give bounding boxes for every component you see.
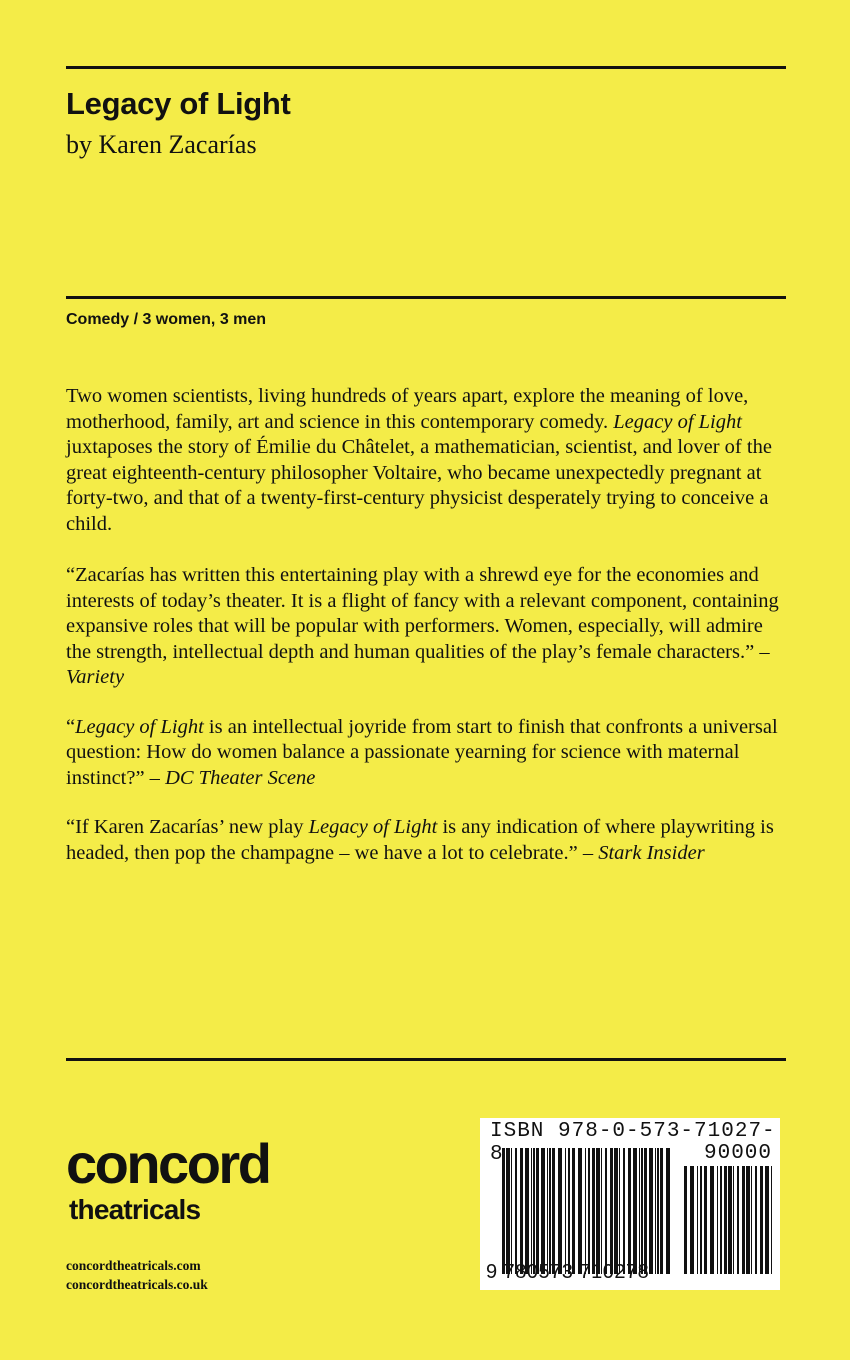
review-3-title-ref: Legacy of Light xyxy=(308,816,438,838)
barcode-bar xyxy=(728,1166,732,1274)
review-1 xyxy=(66,563,788,691)
review-1-source: Variety xyxy=(66,666,125,688)
barcode-bar xyxy=(578,1148,582,1274)
barcode-bar xyxy=(710,1166,714,1274)
barcode-bar xyxy=(644,1148,647,1274)
barcode-bar xyxy=(649,1148,653,1274)
barcode-bar xyxy=(690,1166,694,1274)
barcode-bar xyxy=(628,1148,631,1274)
barcode-bar xyxy=(531,1148,532,1274)
price-code: 90000 xyxy=(703,1142,772,1165)
barcode-bar xyxy=(558,1148,562,1274)
barcode-bar xyxy=(552,1148,555,1274)
barcode-bar xyxy=(565,1148,566,1274)
barcode-bar xyxy=(717,1166,718,1274)
barcode-bar xyxy=(533,1148,535,1274)
barcode-bar xyxy=(660,1148,663,1274)
barcode-bar xyxy=(755,1166,757,1274)
barcode-bar xyxy=(760,1166,763,1274)
review-2-source: DC Theater Scene xyxy=(165,766,316,789)
synopsis-block xyxy=(66,384,788,892)
barcode-bar xyxy=(525,1148,529,1274)
barcode-bar xyxy=(568,1148,570,1274)
barcode-bar xyxy=(502,1148,505,1274)
synopsis-sentence-2: juxtaposes the story of Émilie du Châtelet, a mathematician, scientist, and lover of the great eighteenth-century philosopher Voltaire, who became unexpectedly pregnant at forty-two, and that of a twenty-first-century physicist desperately trying to conceive a child. xyxy=(66,436,772,535)
barcode-bar xyxy=(733,1166,734,1274)
barcode-bar xyxy=(623,1148,625,1274)
barcode-bar xyxy=(601,1148,602,1274)
synopsis-title-ref: Legacy of Light xyxy=(613,410,742,433)
barcode-bar xyxy=(541,1148,545,1274)
book-title: Legacy of Light xyxy=(66,86,291,121)
barcode-bar xyxy=(684,1166,687,1274)
barcode-bar xyxy=(655,1148,656,1274)
publisher-url-us: concordtheatricals.com xyxy=(66,1258,201,1273)
logo-wordmark-sub: theatricals xyxy=(69,1194,201,1225)
review-2-open: “ xyxy=(66,715,76,738)
barcode-bar xyxy=(592,1148,595,1274)
logo-wordmark-main: concord xyxy=(66,1132,270,1195)
bottom-rule xyxy=(66,1058,786,1061)
barcode-bar xyxy=(641,1148,643,1274)
author-line: by Karen Zacarías xyxy=(66,130,257,159)
isbn-label: ISBN 978-0-573-71027-8 xyxy=(490,1120,776,1166)
barcode-bar xyxy=(666,1148,670,1274)
barcode-bar xyxy=(720,1166,722,1274)
barcode-bar xyxy=(520,1148,523,1274)
barcode-bar xyxy=(610,1148,613,1274)
ean-digits: 9 780573 710278 xyxy=(486,1261,650,1283)
barcode-bar xyxy=(536,1148,539,1274)
barcode-bar xyxy=(700,1166,702,1274)
barcode-bar xyxy=(751,1166,752,1274)
barcode-bar xyxy=(633,1148,637,1274)
review-1-text: “Zacarías has written this entertaining play with a shrewd eye for the economies and interests of today’s theater. It is a flight of fancy with a relevant component, containing expansive roles that will be popular with performers. Women, especially, will admire the strength, intellectual depth and human qualities of the play’s female characters.” – xyxy=(66,564,779,663)
review-2-text: is an intellectual joyride from start to finish that confronts a universal question: How do women balance a passionate yearning for science with maternal instinct?” – xyxy=(66,715,778,789)
barcode-bar xyxy=(547,1148,548,1274)
genre-cast: Comedy / 3 women, 3 men xyxy=(66,311,267,328)
publisher-logo xyxy=(66,1132,270,1225)
barcode-bar xyxy=(515,1148,517,1274)
publisher-url-uk: concordtheatricals.co.uk xyxy=(66,1277,208,1292)
barcode-bar xyxy=(511,1148,512,1274)
barcode-bar xyxy=(572,1148,575,1274)
synopsis-paragraph xyxy=(66,384,788,537)
barcode-bar xyxy=(657,1148,659,1274)
barcode-bar xyxy=(704,1166,707,1274)
barcode-bar xyxy=(724,1166,727,1274)
barcode-bar xyxy=(588,1148,590,1274)
barcode-bar xyxy=(614,1148,618,1274)
middle-rule xyxy=(66,296,786,299)
barcode-bar xyxy=(746,1166,750,1274)
review-2-title-ref: Legacy of Light xyxy=(75,715,204,738)
barcode-bar xyxy=(585,1148,586,1274)
review-2 xyxy=(66,715,788,792)
barcode-bar xyxy=(737,1166,739,1274)
review-3-source: Stark Insider xyxy=(598,841,705,864)
barcode-bar xyxy=(742,1166,745,1274)
barcode-bar xyxy=(596,1148,600,1274)
isbn-barcode xyxy=(480,1118,780,1290)
review-3-text: is any indication of where playwriting is headed, then pop the champagne – we have a lot to celebrate.” – xyxy=(66,816,774,864)
barcode-bar xyxy=(697,1166,698,1274)
barcode-bar xyxy=(765,1166,769,1274)
barcode-bar xyxy=(506,1148,510,1274)
barcode-bar xyxy=(639,1148,640,1274)
barcode-bar xyxy=(605,1148,607,1274)
review-3-open: “If Karen Zacarías’ new play xyxy=(66,816,309,838)
barcode-bar xyxy=(549,1148,551,1274)
top-rule xyxy=(66,66,786,69)
review-3 xyxy=(66,815,788,866)
barcode-bar xyxy=(619,1148,620,1274)
synopsis-sentence-1: Two women scientists, living hundreds of years apart, explore the meaning of love, motherhood, family, art and science in this contemporary comedy. xyxy=(66,385,749,433)
barcode-bar xyxy=(771,1166,772,1274)
